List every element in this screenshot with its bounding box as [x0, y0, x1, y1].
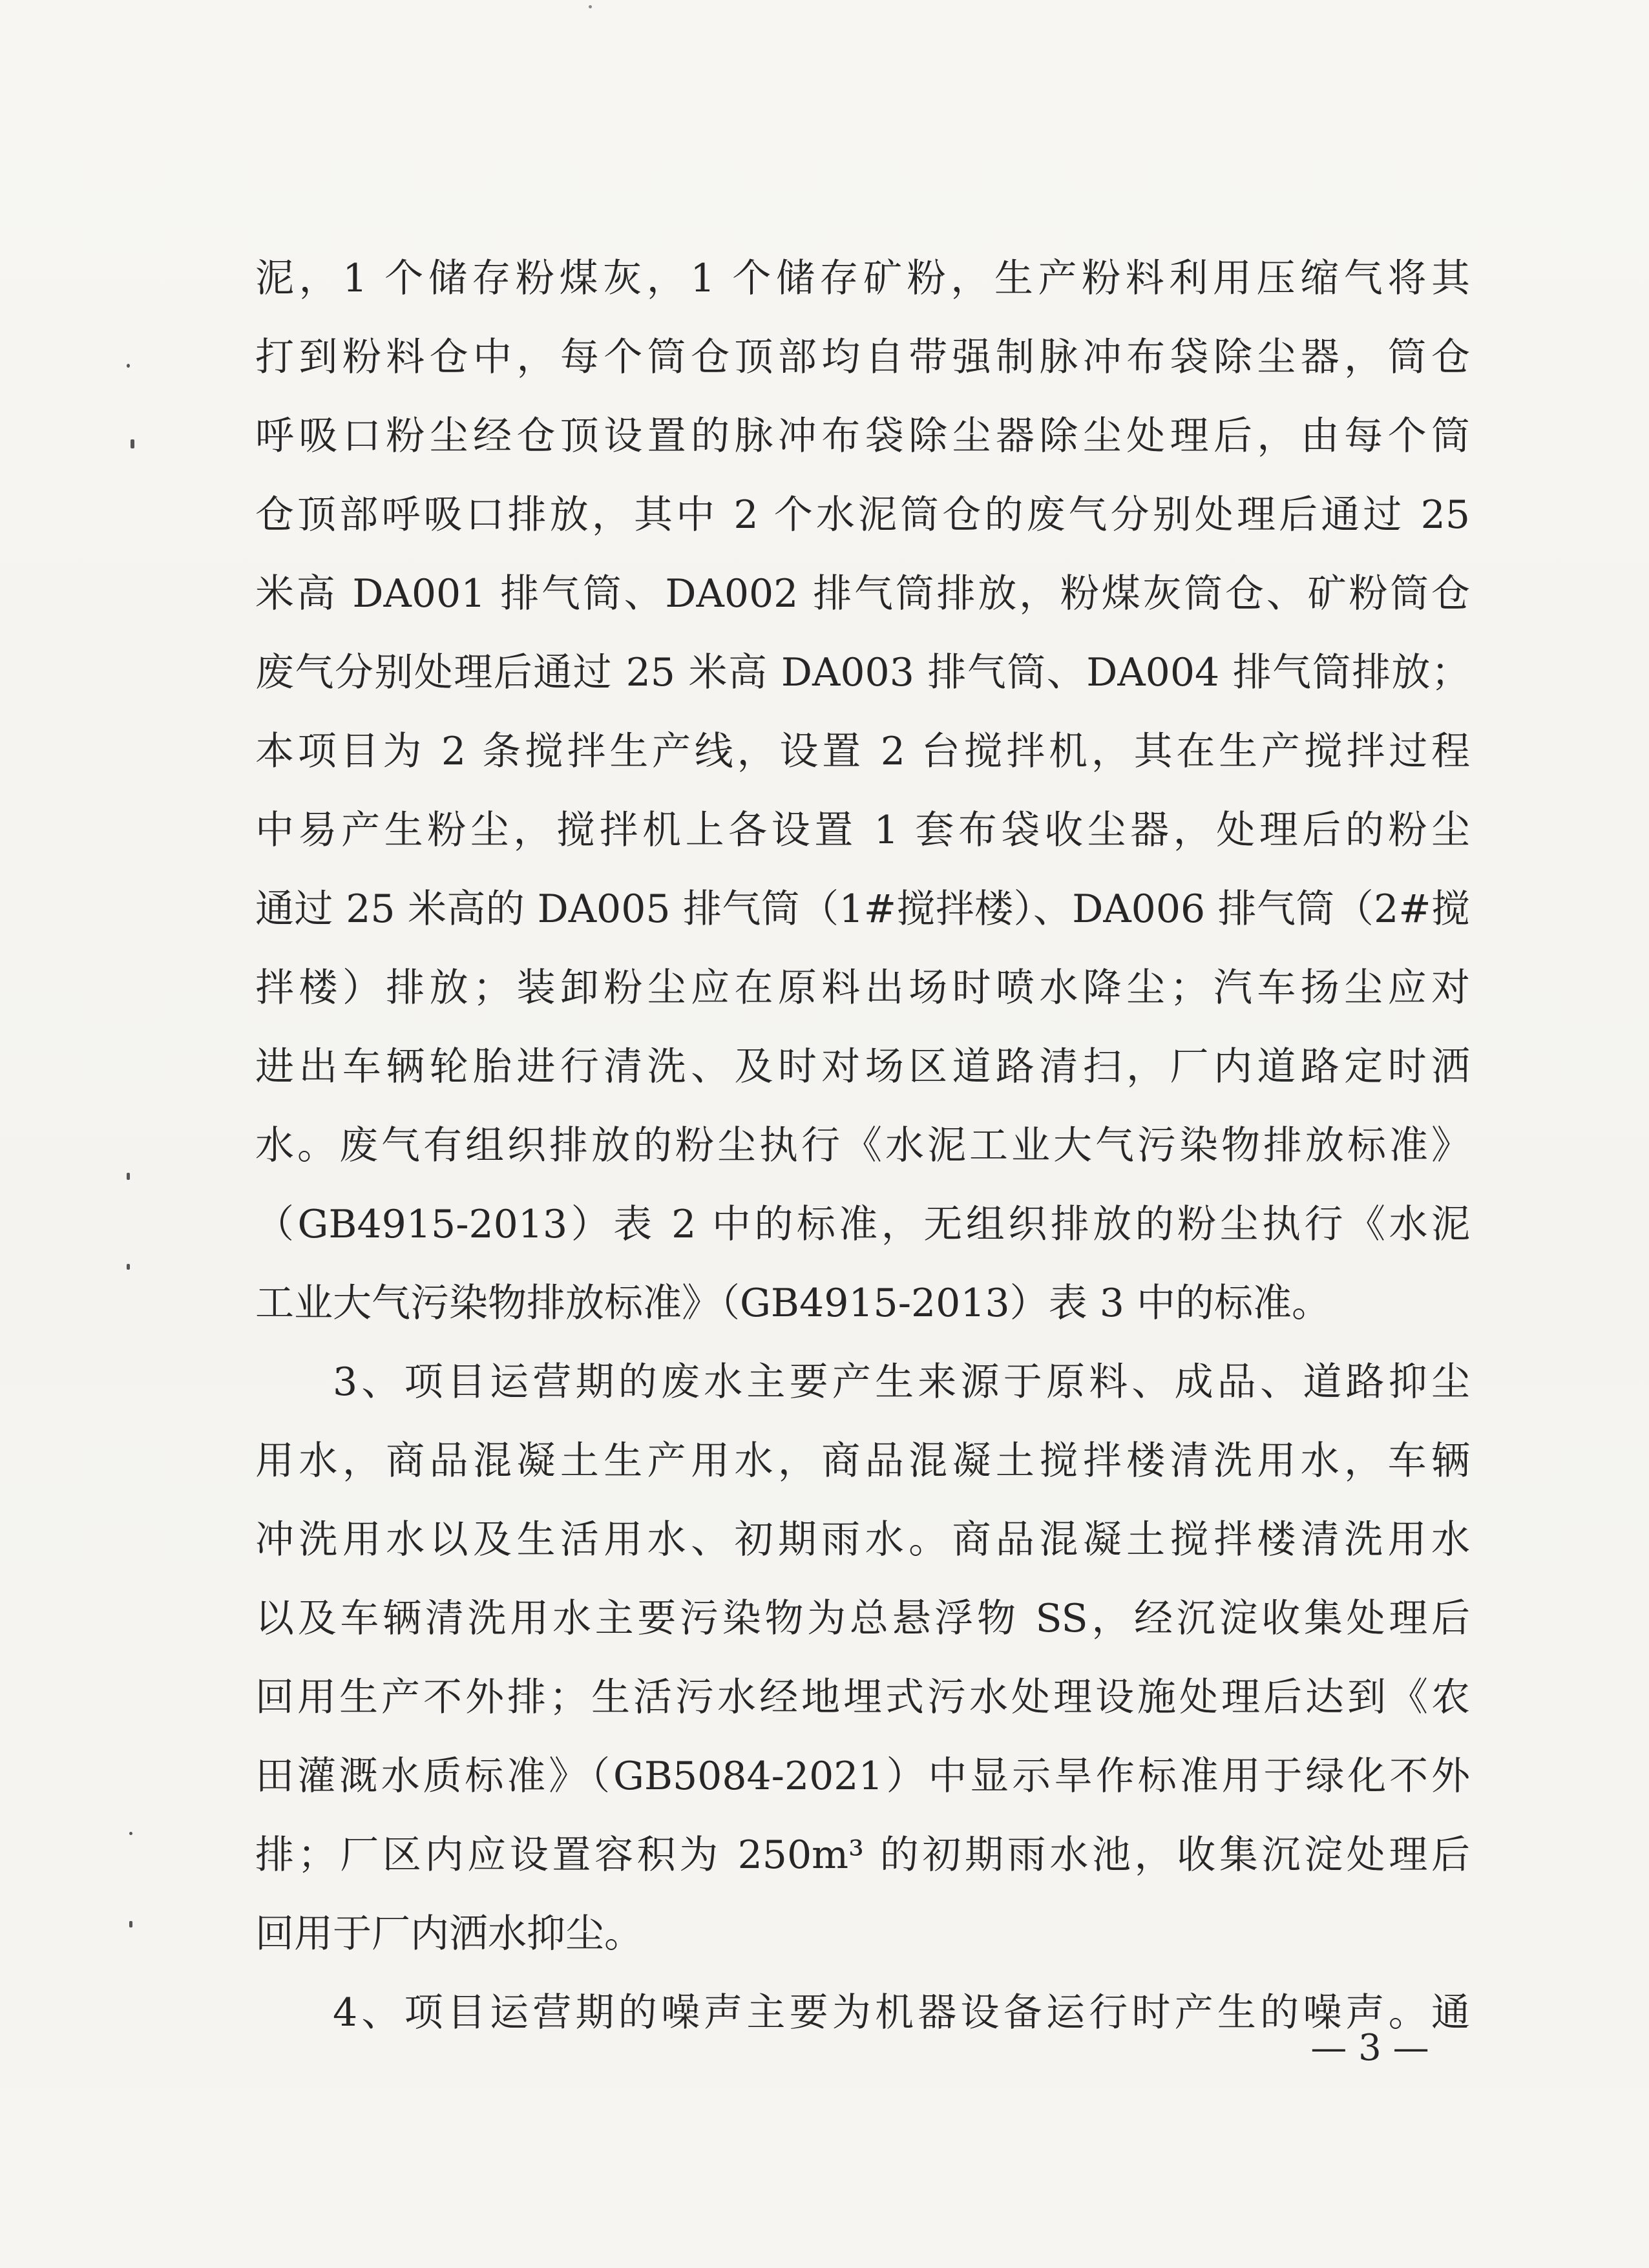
text-line: 水。废气有组织排放的粉尘执行《水泥工业大气污染物排放标准》: [255, 1123, 1470, 1168]
text-line: 以及车辆清洗用水主要污染物为总悬浮物 SS，经沉淀收集处理后: [255, 1596, 1470, 1641]
body-text: [255, 239, 1470, 2052]
text-line: 进出车辆轮胎进行清洗、及时对场区道路清扫，厂内道路定时洒: [255, 1044, 1470, 1089]
text-line: 本项目为 2 条搅拌生产线，设置 2 台搅拌机，其在生产搅拌过程: [255, 729, 1470, 774]
text-line: 工业大气污染物排放标准》（GB4915-2013）表 3 中的标准。: [255, 1281, 1331, 1326]
page-number: — 3 —: [1310, 2027, 1429, 2069]
text-line: 回用于厂内洒水抑尘。: [255, 1911, 643, 1957]
scan-speck: [127, 1264, 130, 1270]
text-line: 通过 25 米高的 DA005 排气筒（1#搅拌楼）、DA006 排气筒（2#搅: [255, 887, 1470, 932]
text-line: 米高 DA001 排气筒、DA002 排气筒排放，粉煤灰筒仓、矿粉筒仓: [255, 571, 1470, 616]
scan-speck: [131, 439, 134, 448]
scan-speck: [127, 364, 130, 368]
text-line: 拌楼）排放；装卸粉尘应在原料出场时喷水降尘；汽车扬尘应对: [255, 965, 1470, 1011]
scan-speck: [589, 5, 592, 8]
text-line: 4、项目运营期的噪声主要为机器设备运行时产生的噪声。通: [333, 1990, 1470, 2035]
text-line: 田灌溉水质标准》（GB5084-2021）中显示旱作标准用于绿化不外: [255, 1754, 1470, 1799]
text-line: 回用生产不外排；生活污水经地埋式污水处理设施处理后达到《农: [255, 1675, 1470, 1720]
scan-speck: [127, 1173, 130, 1180]
text-line: 呼吸口粉尘经仓顶设置的脉冲布袋除尘器除尘处理后，由每个筒: [255, 414, 1470, 459]
scan-speck: [129, 1832, 132, 1835]
text-line: 中易产生粉尘，搅拌机上各设置 1 套布袋收尘器，处理后的粉尘: [255, 808, 1470, 853]
text-line: 仓顶部呼吸口排放，其中 2 个水泥筒仓的废气分别处理后通过 25: [255, 492, 1470, 538]
text-line: 排；厂区内应设置容积为 250m³ 的初期雨水池，收集沉淀处理后: [255, 1832, 1470, 1878]
text-line: 3、项目运营期的废水主要产生来源于原料、成品、道路抑尘: [333, 1360, 1470, 1405]
text-line: 废气分别处理后通过 25 米高 DA003 排气筒、DA004 排气筒排放；: [255, 650, 1470, 695]
text-line: 泥，1 个储存粉煤灰，1 个储存矿粉，生产粉料利用压缩气将其: [255, 256, 1470, 301]
text-line: 用水，商品混凝土生产用水，商品混凝土搅拌楼清洗用水，车辆: [255, 1438, 1470, 1484]
scan-speck: [129, 1921, 132, 1927]
text-line: 打到粉料仓中，每个筒仓顶部均自带强制脉冲布袋除尘器，筒仓: [255, 335, 1470, 380]
text-line: 冲洗用水以及生活用水、初期雨水。商品混凝土搅拌楼清洗用水: [255, 1517, 1470, 1562]
text-line: （GB4915-2013）表 2 中的标准，无组织排放的粉尘执行《水泥: [255, 1202, 1470, 1247]
